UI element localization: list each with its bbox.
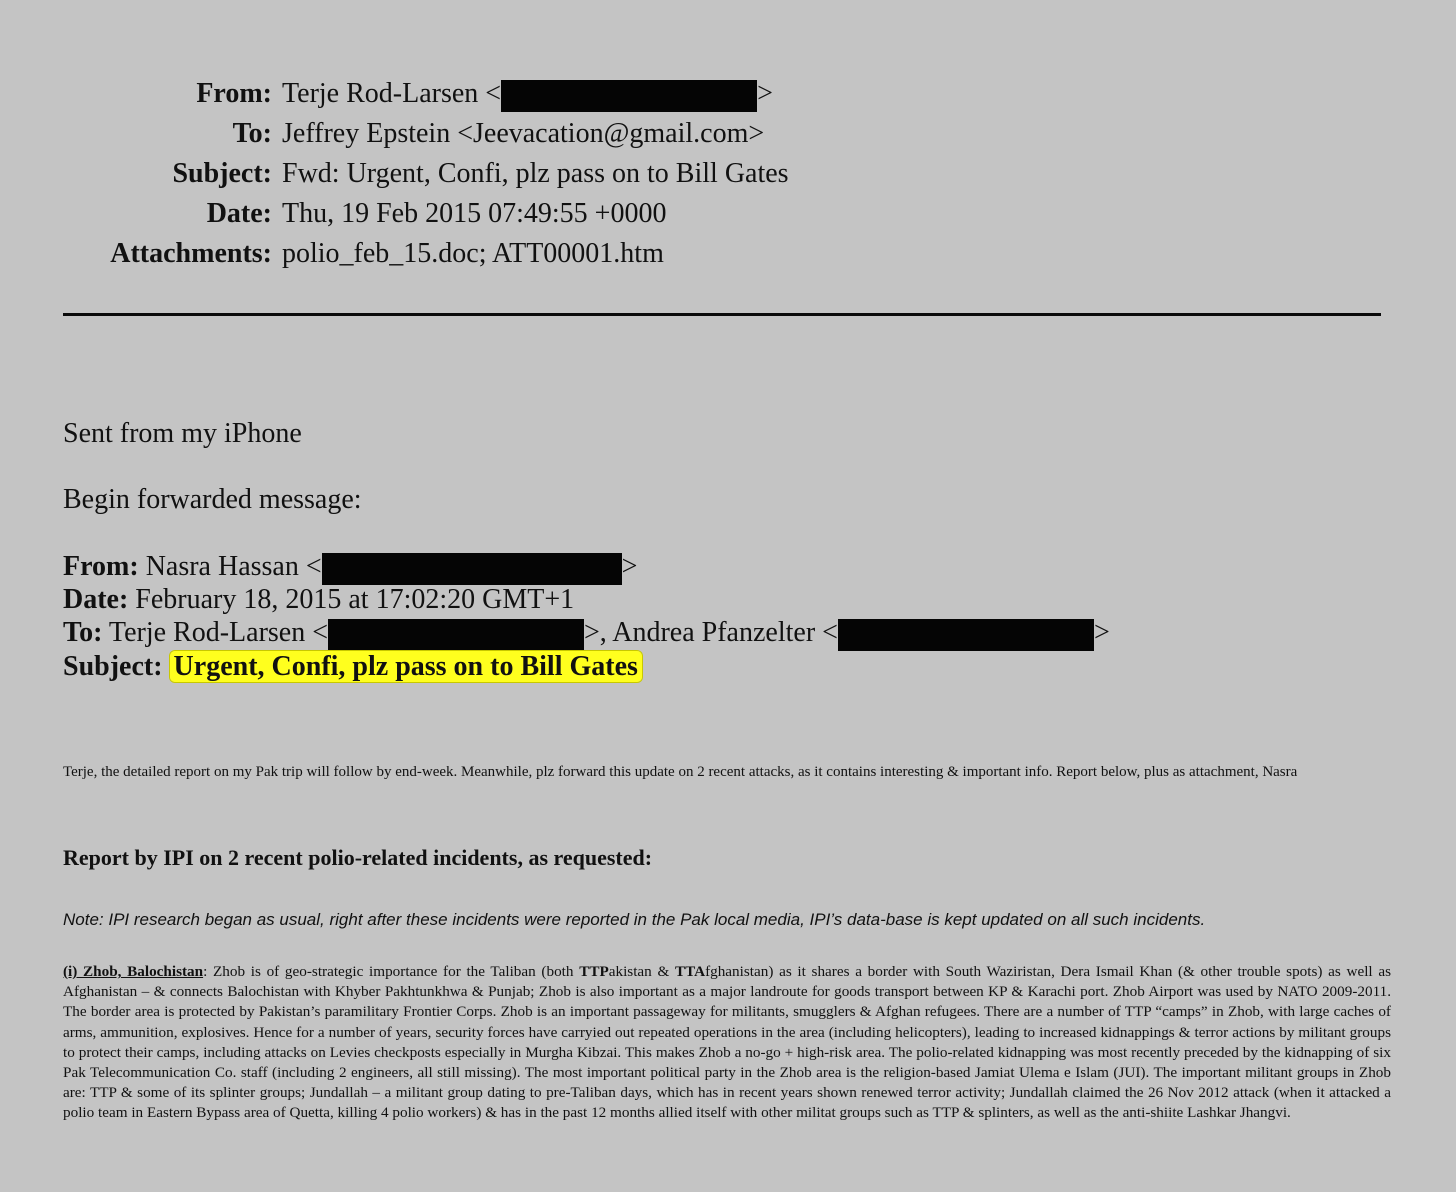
sent-from-line: Sent from my iPhone	[63, 418, 302, 449]
fwd-subject-row	[63, 650, 642, 683]
from-name: Terje Rod-Larsen <	[282, 78, 502, 109]
ttp-rest: akistan &	[608, 963, 675, 980]
from-label: From:	[196, 78, 272, 109]
fwd-date-value: February 18, 2015 at 17:02:20 GMT+1	[128, 584, 575, 615]
fwd-to-name1: Terje Rod-Larsen <	[102, 617, 329, 648]
from-close: >	[757, 78, 773, 109]
fwd-to-label: To:	[63, 617, 103, 648]
fwd-date-row	[63, 583, 574, 616]
section-text-2: fghanistan) as it shares a border with South Waziristan, Dera Ismail Khan (& other trouble spots) as well as Afghanistan – & connects Balochistan with Khyber Pakhtunkhwa & Punjab; Zhob is also important as a major landroute for goods transport between KP & Karachi port. Zhob Airport was used by NATO 2009-2011. The border area is protected by Pakistan’s paramilitary Frontier Corps. Zhob is an important passageway for militants, smugglers & Afghan refugees. There are a number of TTP “camps” in Zhob, with large caches of arms, ammunition, explosives. Hence for a number of years, security forces have carryied out repeated operations in the area (including helicopters), leading to increased kidnappings & terror actions by militant groups to protect their camps, including attacks on Levies checkposts especially in Murgha Kibzai. This makes Zhob a no-go + high-risk area. The polio-related kidnapping was most recently preceded by the kidnapping of six Pak Telecommunication Co. staff (including 2 engineers, all still missing). The most important political party in the Zhob area is the religion-based Jamiat Ulema e Islam (JUI). The important militant groups in Zhob are: TTP & some of its splinter groups; Jundallah – a militant group dating to pre-Taliban days, which has in recent years shown renewed terror activity; Jundallah claimed the 26 Nov 2012 attack (when it attacked a polio team in Eastern Bypass area of Quetta, killing 4 polio workers) & has in the past 12 months allied itself with other militat groups such as TTP & splinters, as well as the anti-shiite Lashkar Jhangvi.	[63, 963, 1391, 1122]
header-subject-row	[0, 154, 1456, 194]
fwd-to-row	[63, 616, 1110, 651]
attachments-label: Attachments:	[110, 238, 272, 269]
subject-label: Subject:	[172, 158, 272, 189]
header-from-row	[0, 74, 1456, 114]
zhob-section-paragraph	[63, 962, 1391, 1124]
tta-bold: TTA	[674, 963, 706, 980]
header-date-row	[0, 194, 1456, 234]
attachments-value: polio_feb_15.doc; ATT00001.htm	[282, 238, 664, 269]
fwd-from-label: From:	[63, 551, 139, 582]
redaction-box	[322, 553, 622, 585]
section-text-1: : Zhob is of geo-strategic importance for the Taliban (both	[203, 963, 580, 980]
to-value: Jeffrey Epstein <Jeevacation@gmail.com>	[282, 118, 765, 149]
fwd-subject-label: Subject:	[63, 651, 163, 682]
fwd-from-close: >	[621, 551, 638, 582]
ttp-bold: TTP	[579, 963, 609, 980]
fwd-from-name: Nasra Hassan <	[138, 551, 322, 582]
report-title: Report by IPI on 2 recent polio-related incidents, as requested:	[63, 845, 653, 870]
fwd-to-sep: >, Andrea Pfanzelter <	[584, 617, 838, 648]
redaction-box	[501, 80, 757, 112]
header-to-row	[0, 114, 1456, 154]
redaction-box	[838, 619, 1094, 651]
research-note: Note: IPI research began as usual, right after these incidents were reported in the Pak local media, IPI’s data-base is kept updated on all such incidents.	[63, 910, 1206, 929]
date-label: Date:	[206, 198, 272, 229]
header-divider	[63, 313, 1381, 316]
begin-forwarded-line: Begin forwarded message:	[63, 484, 362, 515]
header-attachments-row	[0, 234, 1456, 274]
to-label: To:	[232, 118, 272, 149]
date-value: Thu, 19 Feb 2015 07:49:55 +0000	[282, 198, 667, 229]
highlighted-subject: Urgent, Confi, plz pass on to Bill Gates	[170, 651, 642, 682]
fwd-to-close: >	[1093, 617, 1110, 648]
from-value	[282, 74, 773, 114]
subject-value: Fwd: Urgent, Confi, plz pass on to Bill Gates	[282, 158, 789, 189]
section-heading: (i) Zhob, Balochistan	[63, 963, 204, 980]
fwd-from-row	[63, 550, 637, 585]
fwd-date-label: Date:	[63, 584, 129, 615]
redaction-box	[328, 619, 584, 651]
intro-paragraph: Terje, the detailed report on my Pak trip will follow by end-week. Meanwhile, plz forward this update on 2 recent attacks, as it contains interesting & important info. Report below, plus as attachment, Nasra	[63, 764, 1298, 780]
